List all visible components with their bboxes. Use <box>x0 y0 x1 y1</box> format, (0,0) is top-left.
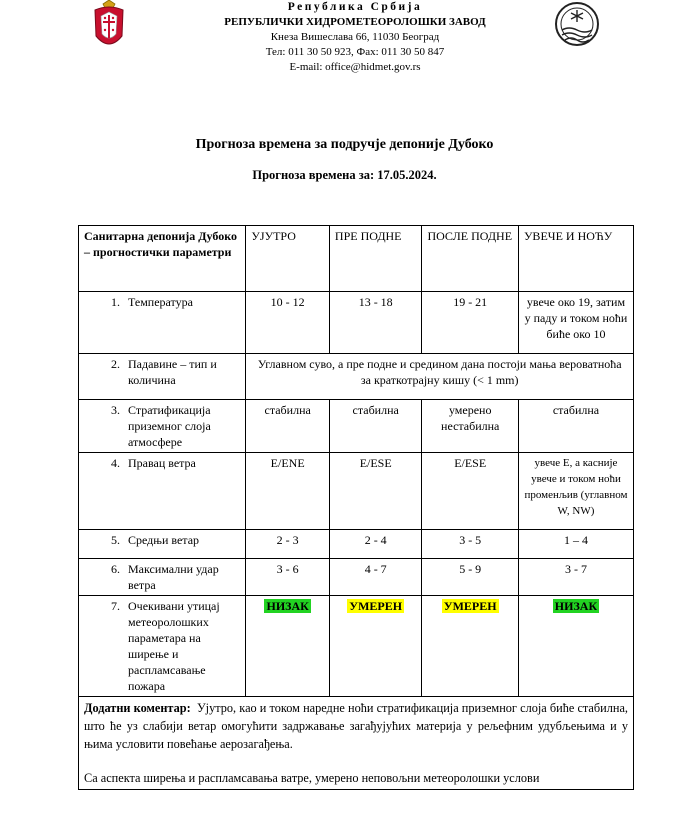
forecast-date: Прогноза времена за: 17.05.2024. <box>252 168 437 182</box>
param-cell: 6. Максимални удар ветра <box>79 559 246 596</box>
header-morning: УЈУТРО <box>246 226 330 292</box>
table-row-stratification <box>79 400 634 453</box>
header-afternoon: ПОСЛЕ ПОДНЕ <box>422 226 518 292</box>
cell-evening: увече око 19, затим у паду и током ноћи биће око 10 <box>518 292 633 354</box>
header-forenoon: ПРЕ ПОДНЕ <box>329 226 422 292</box>
comment-label: Додатни коментар: <box>84 701 191 715</box>
rhmz-logo-icon <box>552 0 602 48</box>
phone-fax: Тел: 011 30 50 923, Фах: 011 30 50 847 <box>265 46 445 58</box>
table-row-precipitation <box>79 354 634 400</box>
table-row-max-gust <box>79 559 634 596</box>
cell-afternoon: 19 - 21 <box>422 292 518 354</box>
cell-evening <box>518 596 633 697</box>
cell-morning: E/ENE <box>246 453 330 530</box>
cell-evening: увече E, а касније увече и током ноћи променљив (углавном W, NW) <box>518 453 633 530</box>
cell-afternoon: умерено нестабилна <box>422 400 518 453</box>
comment-cell <box>79 697 634 790</box>
serbian-coat-of-arms-icon <box>92 0 126 54</box>
cell-morning: 3 - 6 <box>246 559 330 596</box>
table-row-wind-direction <box>79 453 634 530</box>
header-evening: УВЕЧЕ И НОЋУ <box>518 226 633 292</box>
cell-morning <box>246 596 330 697</box>
comment-text-2: Са аспекта ширења и распламсавања ватре, умерено неповољни метеоролошки услови <box>84 771 540 785</box>
param-cell: 4. Правац ветра <box>79 453 246 530</box>
table-header-row <box>79 226 634 292</box>
status-badge-low: НИЗАК <box>554 599 598 613</box>
cell-afternoon: E/ESE <box>422 453 518 530</box>
param-cell: 3. Стратификација приземног слоја атмосфере <box>79 400 246 453</box>
table-row-comment <box>79 697 634 790</box>
cell-forenoon: E/ESE <box>329 453 422 530</box>
param-cell: 1. Температура <box>79 292 246 354</box>
table-row-fire-impact <box>79 596 634 697</box>
cell-forenoon <box>329 596 422 697</box>
cell-afternoon: 3 - 5 <box>422 530 518 559</box>
cell-morning: 10 - 12 <box>246 292 330 354</box>
table-row-avg-wind <box>79 530 634 559</box>
header-param: Санитарна депонија Дубоко – прогностички параметри <box>79 226 246 292</box>
letterhead <box>0 0 689 80</box>
document-title: Прогноза времена за подручје депоније Дубоко <box>195 137 494 152</box>
param-cell: 5. Средњи ветар <box>79 530 246 559</box>
status-badge-low: НИЗАК <box>266 599 309 613</box>
cell-evening: стабилна <box>518 400 633 453</box>
cell-forenoon: 2 - 4 <box>329 530 422 559</box>
cell-morning: 2 - 3 <box>246 530 330 559</box>
comment-text-1: Ујутро, као и током наредне ноћи стратификација приземног слоја биће стабилна, што ће уз слабији ветар омогућити задржавање загађујућих материја у рељефним удубљењима и у њима условити повећање аерозагађења. <box>84 701 628 751</box>
address: Кнеза Вишеслава 66, 11030 Београд <box>270 31 440 43</box>
forecast-table <box>78 225 634 790</box>
cell-forenoon: стабилна <box>329 400 422 453</box>
cell-merged: Углавном суво, а пре подне и средином дана постоји мања вероватноћа за краткотрајну кишу (< 1 mm) <box>246 354 634 400</box>
cell-evening: 1 – 4 <box>518 530 633 559</box>
institution-name: РЕПУБЛИЧКИ ХИДРОМЕТЕОРОЛОШКИ ЗАВОД <box>224 16 486 28</box>
cell-forenoon: 13 - 18 <box>329 292 422 354</box>
cell-afternoon: 5 - 9 <box>422 559 518 596</box>
email: E-mail: office@hidmet.gov.rs <box>289 61 421 73</box>
cell-morning: стабилна <box>246 400 330 453</box>
country-name: Република Србија <box>287 1 423 13</box>
status-badge-moderate: УМЕРЕН <box>443 599 497 613</box>
cell-evening: 3 - 7 <box>518 559 633 596</box>
param-cell: 7. Очекивани утицај метеоролошких параметара на ширење и распламсавање пожара <box>79 596 246 697</box>
param-cell: 2. Падавине – тип и количина <box>79 354 246 400</box>
cell-afternoon <box>422 596 518 697</box>
cell-forenoon: 4 - 7 <box>329 559 422 596</box>
status-badge-moderate: УМЕРЕН <box>349 599 403 613</box>
table-row-temperature <box>79 292 634 354</box>
